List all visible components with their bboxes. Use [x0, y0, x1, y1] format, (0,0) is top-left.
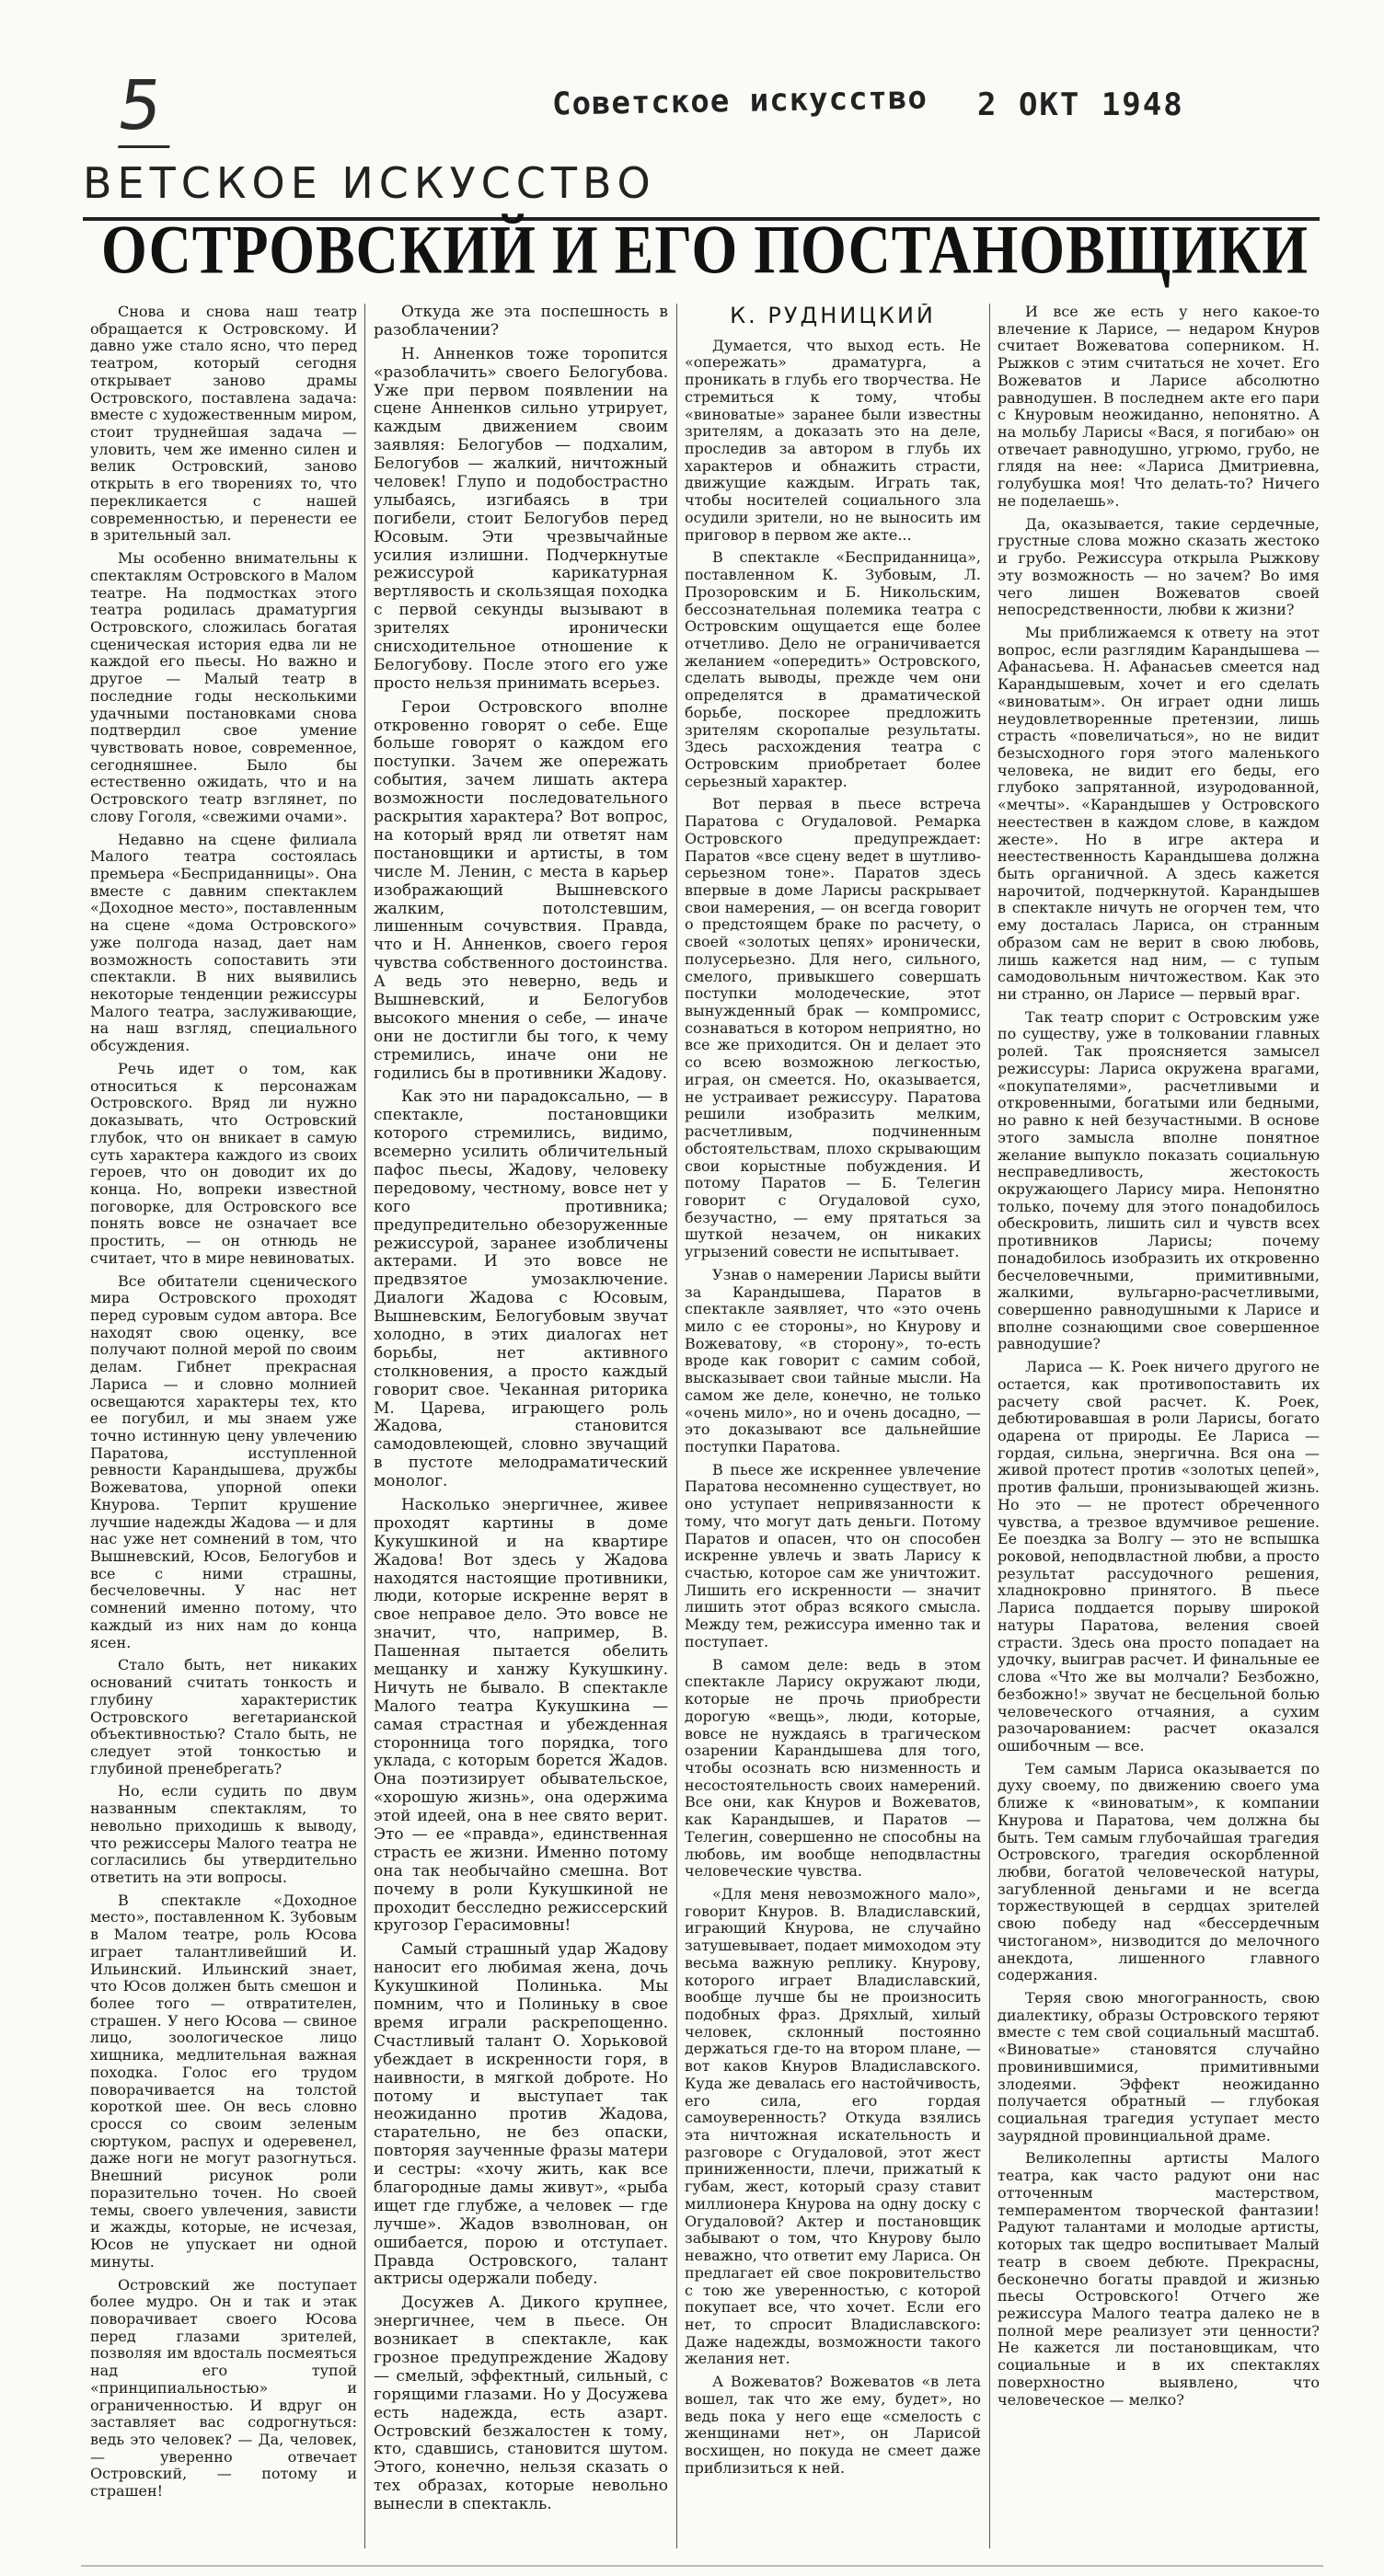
article-column-2 [374, 304, 668, 2539]
article-paragraph: «Для меня невозможного мало», говорит Кнуров. В. Владиславский, играющий Кнурова, не случайно затушевывает, подает мимоходом эту весьма важную реплику. Кнурову, которого играет Владиславский, вообще лучше бы не произносить подобных фраз. Дряхлый, хилый человек, склонный постоянно держаться где-то на втором плане, — вот каков Кнуров Владиславского. Куда же девалась его настойчивость, его сила, его гордая самоуверенность? Откуда взялись эта ничтожная искательность и разговоре с Огудаловой, этот жест приниженности, плечи, прижатый к губам, жест, который сразу ставит миллионера Кнурова на одну доску с Огудаловой? Актер и постановщик забывают о том, что Кнурову было неважно, что ответит ему Лариса. Он предлагает ей свое покровительство с тою же уверенностью, с которой покупает все, что хочет. Если его нет, то спросит Владиславского: Даже надежды, возможности такого желания нет. [685, 1884, 981, 2368]
article-paragraph: Герои Островского вполне откровенно говорят о себе. Еще больше говорят о каждом его поступки. Зачем же опережать события, зачем лишать актера возможности последовательного раскрытия характера? Вот вопрос, на который вряд ли ответят нам постановщики и артисты, в том числе М. Ленин, с места в карьер изображающий Вышневского жалким, потолстевшим, лишенным сочувствия. Правда, что и Н. Анненков, своего героя чувства собственного достоинства. А ведь это неверно, ведь и Вышневский, и Белогубов высокого мнения о себе, — иначе они не достигли бы того, к чему стремились, иначе они не годились бы в противники Жадову. [374, 697, 668, 1083]
article-paragraph: Досужев А. Дикого крупнее, энергичнее, чем в пьесе. Он возникает в спектакле, как грозное предупреждение Жадову — смелый, эффектный, сильный, с горящими глазами. Но у Досужева есть надежда, есть азарт. Островский безжалостен к тому, кто, сдавшись, становится шутом. Этого, конечно, нельзя сказать о тех образах, которые невольно вынесли в спектакль. [374, 2294, 668, 2514]
article-paragraph: Тем самым Лариса оказывается по духу своему, по движению своего ума ближе к «виноватым», к компании Кнурова и Паратова, чем должна бы быть. Тем самым глубочайшая трагедия Островского, трагедия оскорбленной любви, богатой человеческой натуры, загубленной деньгами и не всегда торжествующей в сердцах зрителей свою победу над «бессердечным чистоганом», низводится до мелочного анекдота, лишенного главного содержания. [998, 1759, 1320, 1984]
source-stamp: Советское искусство [551, 79, 928, 123]
article-paragraph: В пьесе же искреннее увлечение Паратова несомненно существует, но оно уступает непривязанности к тому, что могут дать деньги. Потому Паратов и опасен, что он способен искренне увлечь и звать Ларису к счастью, которое сам же уничтожит. Лишить его искренности — значит лишить этот образ всякого смысла. Между тем, режиссура именно так и поступает. [685, 1460, 981, 1650]
article-paragraph: Речь идет о том, как относиться к персонажам Островского. Вряд ли нужно доказывать, что Островский глубок, что он вникает в самую суть характера каждого из своих героев, что он доводит их до конца. Но, вопреки известной поговорке, для Островского все понять вовсе не означает все простить, — он отнюдь не считает, что в мире невиноватых. [90, 1059, 357, 1267]
article-paragraph: Да, оказывается, такие сердечные, грустные слова можно сказать жестоко и грубо. Режиссура открыла Рыжкову эту возможность — но зачем? Во имя чего лишен Вожеватов своей непосредственности, любви к жизни? [998, 514, 1320, 619]
handwritten-page-number [112, 66, 180, 148]
article-paragraph: Все обитатели сценического мира Островского проходят перед суровым судом автора. Все находят свою оценку, все получают полной мерой по своим делам. Гибнет прекрасная Лариса — и словно молнией освещаются характеры тех, кто ее погубил, и мы знаем уже точно истинную цену увлечению Паратова, исступленной ревности Карандышева, дружбы Вожеватова, упорной опеки Кнурова. Терпит крушение лучшие надежды Жадова — и для нас уже нет сомнений в том, что Вышневский, Юсов, Белогубов и все с ними страшны, бесчеловечны. У нас нет сомнений именно потому, что каждый из них нам до конца ясен. [90, 1271, 357, 1651]
article-paragraph: В самом деле: ведь в этом спектакле Ларису окружают люди, которые не прочь приобрести дорогую «вещь», люди, которые, вовсе не нуждаясь в трагическом озарении Карандышева для того, чтобы осознать всю низменность и несостоятельность своих намерений. Все они, как Кнуров и Вожеватов, как Карандышев, и Паратов — Телегин, совершенно не способны на любовь, им вообще неподвластны человеческие чувства. [685, 1655, 981, 1880]
article-paragraph: Самый страшный удар Жадову наносит его любимая жена, дочь Кукушкиной Полинька. Мы помним, что и Полиньку в свое время играли раскрепощенно. Счастливый талант О. Хорьковой убеждает в искренности горя, в наивности, в мягкой доброте. Но потому и выступает так неожиданно против Жадова, старательно, не без опаски, повторяя заученные фразы матери и сестры: «хочу жить, как все благородные дамы живут», «рыба ищет где глубже, а человек — где лучше». Жадов взволнован, он ошибается, порою и отступает. Правда Островского, талант актрисы одержали победу. [374, 1940, 668, 2289]
article-column-3 [685, 304, 981, 2539]
article-paragraph: Но, если судить по двум названным спектаклям, то невольно приходишь к выводу, что режиссеры Малого театра не согласились бы утвердительно ответить на эти вопросы. [90, 1782, 357, 1886]
article-paragraph: Думается, что выход есть. Не «опережать» драматурга, а проникать в глубь его творчества. Не стремиться к тому, чтобы «виноватые» заранее были известны зрителям, а доказать это на деле, проследив за автором в глубь их характеров и обнажить страсти, движущие каждым. Играть так, чтобы носителей социального зла осудили зрители, но не выносить им приговор в первом же акте... [685, 336, 981, 544]
article-paragraph: Островский же поступает более мудро. Он и так и этак поворачивает своего Юсова перед глазами зрителей, позволяя им вдосталь посмеяться над его тупой «принципиальностью» и ограниченностью. И вдруг он заставляет вас содрогнуться: ведь это человек? — Да, человек, — уверенно отвечает Островский, — потому и страшен! [90, 2275, 357, 2501]
column-rule [364, 304, 365, 2548]
article-paragraph: Теряя свою многогранность, свою диалектику, образы Островского теряют вместе с тем свой социальный масштаб. «Виноватые» становятся случайно провинившимися, примитивными злодеями. Эффект неожиданно получается обратный — глубокая социальная трагедия уступает место заурядной провинциальной драме. [998, 1989, 1320, 2145]
article-paragraph: А Вожеватов? Вожеватов «в лета вошел, так что же ему, будет», но ведь пока у него еще «смелость с женщинами нет», он Ларисой восхищен, но покуда не смеет даже приблизиться к ней. [685, 2373, 981, 2477]
article-paragraph: Лариса — К. Роек ничего другого не остается, как противопоставить их расчету свой расчет. К. Роек, дебютировавшая в роли Ларисы, богато одарена от природы. Ее Лариса — гордая, сильна, энергична. Вся она — живой протест против «золотых цепей», против фальши, пронизывающей жизнь. Но это — не протест обреченного чувства, а трезвое вдумчивое решение. Ее поездка за Волгу — это не вспышка роковой, неподвластной любви, а просто результат рассудочного решения, хладнокровно принятого. В пьесе Лариса поддается порыву широкой натуры Паратова, веления своей страсти. Здесь она просто попадает на удочку, выиграв расчет. И финальные ее слова «Что же вы молчали? Безбожно, безбожно!» звучат не бесцельной болью человеческого отчаяния, а сухим разочарованием: расчет оказался ошибочным — все. [998, 1358, 1320, 1754]
handwritten-number: 5 [112, 66, 167, 145]
article-paragraph: Узнав о намерении Ларисы выйти за Карандышева, Паратов в спектакле заявляет, что «это очень мило с ее стороны», но Кнурову и Вожеватову, «в сторону», то-есть вроде как говорит с самим собой, высказывает свои тайные мысли. На самом же деле, конечно, не только «очень мило», но и очень досадно, — это доказывают все дальнейшие поступки Паратова. [685, 1265, 981, 1455]
article-paragraph: Вот первая в пьесе встреча Паратова с Огудаловой. Ремарка Островского предупреждает: Паратов «все сцену ведет в шутливо-серьезном тоне». Паратов здесь впервые в доме Ларисы раскрывает свои намерения, — он всегда говорит о предстоящем браке по расчету, о своей «золотых цепях» иронически, полусерьезно. Для него, сильного, смелого, привыкшего совершать поступки молодеческие, этот вынужденный брак — компромисс, сознаваться в котором неприятно, но все же приходится. Он и делает это со всею возможною легкостью, играя, он смеется. Но, оказывается, не устраивает режиссуру. Паратова решили изобразить мелким, расчетливым, подчиненным обстоятельствам, плохо скрывающим свои корыстные побуждения. И потому Паратов — Б. Телегин говорит с Огудаловой сухо, безучастно, — ему прятаться за шуткой незачем, он никаких угрызений совести не испытывает. [685, 795, 981, 1261]
article-paragraph: Великолепны артисты Малого театра, как часто радуют они нас отточенным мастерством, темпераментом творческой фантазии! Радуют талантами и молодые артисты, которых так щедро воспитывает Малый театр в своем дебюте. Прекрасны, бесконечно богаты правдой и жизнью пьесы Островского! Отчего же режиссура Малого театра далеко не в полной мере реализует эти ценности? Не кажется ли постановщикам, что социальные и в их спектаклях поверхностно выявлено, что человеческое — мелко? [998, 2149, 1320, 2409]
clipping-bottom-edge [81, 2565, 1323, 2567]
article-paragraph: Снова и снова наш театр обращается к Островскому. И давно уже стало ясно, что перед театром, который сегодня открывает заново драмы Островского, поставлена задача: вместе с художественным миром, стоит труднейшая задача — уловить, чем же именно силен и велик Островский, заново открыть в его творениях то, что перекликается с нашей современностью, и перенести ее в зрительный зал. [90, 304, 357, 545]
article-column-4 [998, 304, 1320, 2539]
column-rule [989, 304, 990, 2548]
article-paragraph: Мы особенно внимательны к спектаклям Островского в Малом театре. На подмостках этого театра родилась драматургия Островского, сложилась богатая сценическая история едва ли не каждой его пьесы. Но важно и другое — Малый театр в последние годы несколькими удачными постановками снова подтвердил свое умение чувствовать новое, современное, сегодняшнее. Было бы естественно ожидать, что и на Островского театр взглянет, по слову Гоголя, «свежими очами». [90, 549, 357, 825]
article-paragraph: Недавно на сцене филиала Малого театра состоялась премьера «Бесприданницы». Она вместе с давним спектаклем «Доходное место», поставленным на сцене «дома Островского» уже полгода назад, дает нам возможность сопоставить эти спектакли. В них выявились некоторые тенденции режиссуры Малого театра, заслуживающие, на наш взгляд, специального обсуждения. [90, 830, 357, 1055]
masthead-title: ВЕТСКОЕ ИСКУССТВО [83, 158, 656, 208]
article-paragraph: В спектакле «Доходное место», поставленном К. Зубовым в Малом театре, роль Юсова играет талантливейший И. Ильинский. Ильинский знает, что Юсов должен быть смешон и более того — отвратителен, страшен. У него Юсова — свиное лицо, зоологическое лицо хищника, медлительная важная походка. Голос его трудом поворачивается на толстой короткой шее. Он весь словно сросся со своим зеленым сюртуком, распух и одеревенел, даже ноги не могут разогнуться. Внешний рисунок роли поразительно точен. Но своей темы, своего увлечения, зависти и жажды, которые, не исчезая, Юсов не упускает ни одной минуты. [90, 1891, 357, 2271]
article-paragraph: Как это ни парадоксально, — в спектакле, постановщики которого стремились, видимо, всемерно усилить обличительный пафос пьесы, Жадову, человеку передовому, честному, вовсе нет у кого противника; предупредительно обезоруженные режиссурой, заранее изобличены актерами. И это вовсе не предвзятое умозаключение. Диалоги Жадова с Юсовым, Вышневским, Белогубовым звучат холодно, в этих диалогах нет борьбы, нет активного столкновения, а просто каждый говорит свое. Чеканная риторика М. Царева, играющего роль Жадова, становится самодовлеющей, словно звучащий в пустоте мелодраматический монолог. [374, 1087, 668, 1491]
article-paragraph: В спектакле «Бесприданница», поставленном К. Зубовым, Л. Прозоровским и Б. Никольским, бессознательная полемика театра с Островским ощущается еще более отчетливо. Дело не ограничивается желанием «опередить» Островского, сделать выводы, прежде чем они определятся в драматической борьбе, поскорее предложить зрителям скоропалые результаты. Здесь расхождения театра с Островским приобретает более серьезный характер. [685, 548, 981, 790]
article-paragraph: И все же есть у него какое-то влечение к Ларисе, — недаром Кнуров считает Вожеватова соперником. Н. Рыжков с этим считаться не хочет. Его Вожеватов и Ларисе абсолютно равнодушен. В последнем акте его пари с Кнуровым неожиданно, непонятно. А на мольбу Ларисы «Вася, я погибаю» он отвечает равнодушно, угрюмо, грубо, не глядя на нее: «Лариса Дмитриевна, голубушка моя! Что делать-то? Ничего не поделаешь». [998, 304, 1320, 510]
article-column-1 [90, 304, 357, 2539]
article-paragraph: Мы приближаемся к ответу на этот вопрос, если разглядим Карандышева — Афанасьева. Н. Афанасьев смеется над Карандышевым, хочет и его сделать «виноватым». Он играет одни лишь неудовлетворенные претензии, лишь страсть «повеличаться», но не видит безысходного горя этого маленького человека, не видит его беды, его глубоко запрятанной, изуродованной, «мечты». «Карандышев у Островского неестествен в каждом слове, в каждом жесте». Но в игре актера и неестественность Карандышева должна быть органичной. А здесь кажется нарочитой, подчеркнутой. Карандышев в спектакле ничуть не огорчен тем, что ему досталась Лариса, он странным образом сам не верит в свою любовь, лишь кажется над ним, — с тупым самодовольным ничтожеством. Как это ни странно, он Ларисе — первый враг. [998, 623, 1320, 1004]
article-paragraph: Н. Анненков тоже торопится «разоблачить» своего Белогубова. Уже при первом появлении на сцене Анненков сильно утрирует, каждым движением своим заявляя: Белогубов — подхалим, Белогубов — жалкий, ничтожный человек! Глупо и подобострастно улыбаясь, изгибаясь в три погибели, стоит Белогубов перед Юсовым. Эти чрезвычайные усилия излишни. Подчеркнутые режиссурой карикатурная вертлявость и скользящая походка с первой секунды вызывают в зрителях иронически снисходительное отношение к Белогубову. После этого его уже просто нельзя принимать всерьез. [374, 344, 668, 693]
article-paragraph: Стало быть, нет никаких оснований считать тонкость и глубину характеристик Островского вегетарианской объективностью? Стало быть, не следует этой тонкостью и глубиной пренебрегать? [90, 1656, 357, 1777]
article-paragraph: Так театр спорит с Островским уже по существу, уже в толковании главных ролей. Так проясняется замысел режиссуры: Лариса окружена врагами, «покупателями», расчетливыми и откровенными, богатыми или бедными, но равно к ней безучастными. В основе этого замысла вполне понятное желание выпукло показать социальную несправедливость, жестокость окружающего Ларису мира. Непонятно только, почему для этого понадобилось обескровить, лишить сил и чувств всех противников Ларисы; почему понадобилось изобразить их откровенно бесчеловечными, примитивными, жалкими, вульгарно-расчетливыми, совершенно равнодушными к Ларисе и вполне сознающими свое совершенное равнодушие? [998, 1007, 1320, 1353]
column-rule [676, 304, 677, 2548]
article-byline: К. РУДНИЦКИЙ [730, 304, 936, 328]
handwritten-underline [118, 145, 169, 148]
article-paragraph: Откуда же эта поспешность в разоблачении? [374, 304, 668, 339]
article-paragraph: Насколько энергичнее, живее проходят картины в доме Кукушкиной и на квартире Жадова! Вот здесь у Жадова находятся настоящие противники, люди, которые искренне верят в свое неправое дело. Это вовсе не значит, что, например, В. Пашенная пытается обелить мещанку и ханжу Кукушкину. Ничуть не бывало. В спектакле Малого театра Кукушкина — самая страстная и убежденная сторонница того порядка, того уклада, с которым борется Жадов. Она поэтизирует обывательское, «хорошую жизнь», она одержима этой идеей, она в нее свято верит. Это — ее «правда», единственная страсть ее жизни. Именно потому она так необычайно смешна. Вот почему в роли Кукушкиной не проходит бесследно режиссерский кругозор Герасимовны! [374, 1496, 668, 1936]
date-stamp: 2 ОКТ 1948 [977, 86, 1184, 123]
article-headline: ОСТРОВСКИЙ И ЕГО ПОСТАНОВЩИКИ [101, 211, 1309, 288]
